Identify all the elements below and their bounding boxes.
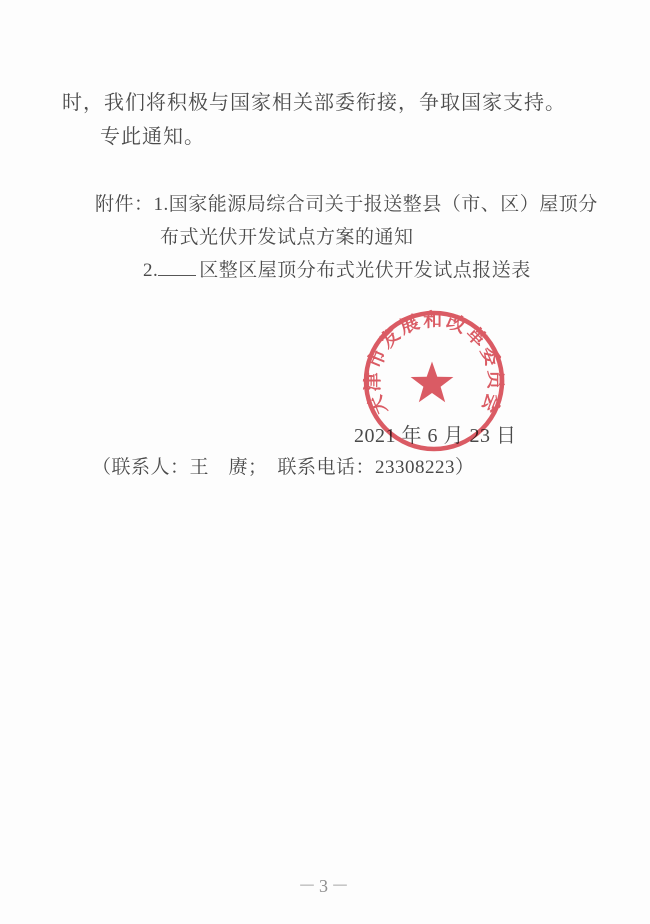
contact-info: （联系人：王 赓； 联系电话：23308223） [92, 457, 475, 478]
blank-underline [158, 256, 196, 276]
seal-text: 天津市发展和改革委员会 [362, 309, 506, 418]
attachment-line1 [95, 189, 598, 216]
attachment-line2 [143, 255, 531, 282]
attachment-label: 附件： [95, 194, 154, 215]
body-text-line2: 专此通知。 [100, 126, 205, 148]
star-icon [411, 362, 454, 403]
attachment1-text-line1: 国家能源局综合司关于报送整县（市、区）屋顶分 [168, 194, 598, 215]
attachment2-text: 区整区屋顶分布式光伏开发试点报送表 [199, 260, 531, 281]
page-number: －3－ [298, 876, 352, 896]
attachment1-text-line2: 布式光伏开发试点方案的通知 [160, 227, 414, 248]
attachment2-number: 2. [143, 260, 159, 281]
body-text-line1: 时，我们将积极与国家相关部委衔接，争取国家支持。 [62, 92, 566, 114]
issue-date: 2021 年 6 月 23 日 [354, 425, 517, 447]
attachment1-number: 1. [153, 194, 169, 215]
